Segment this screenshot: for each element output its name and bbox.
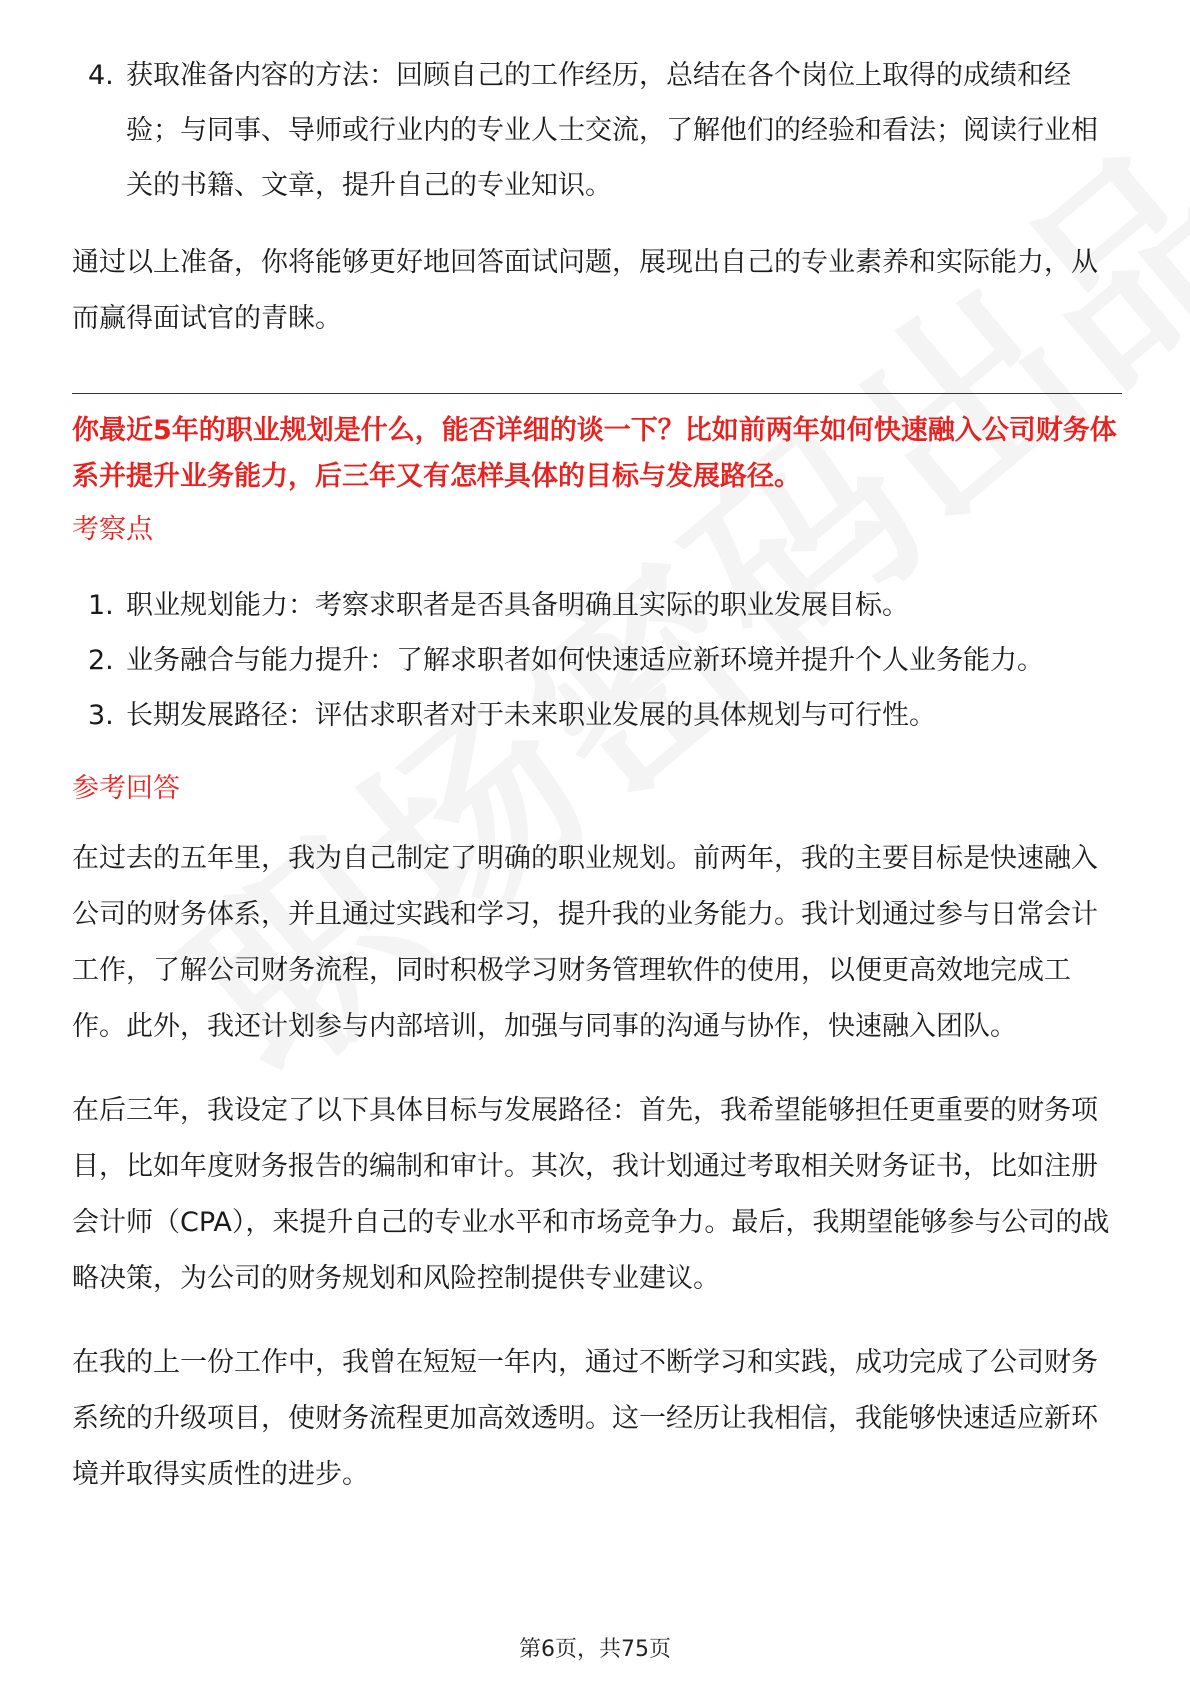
list-text: 业务融合与能力提升：了解求职者如何快速适应新环境并提升个人业务能力。 bbox=[126, 645, 1044, 676]
list-text: 长期发展路径：评估求职者对于未来职业发展的具体规划与可行性。 bbox=[126, 700, 936, 731]
list-text: 职业规划能力：考察求职者是否具备明确且实际的职业发展目标。 bbox=[126, 590, 909, 621]
answer-paragraph: 在过去的五年里，我为自己制定了明确的职业规划。前两年，我的主要目标是快速融入公司的财务体系，并且通过实践和学习，提升我的业务能力。我计划通过参与日常会计工作，了解公司财务流程，同时积极学习财务管理软件的使用，以便更高效地完成工作。此外，我还计划参与内部培训，加强与同事的沟通与协作，快速融入团队。 bbox=[72, 843, 1098, 1042]
list-number: 2. bbox=[88, 645, 114, 676]
list-text: 获取准备内容的方法：回顾自己的工作经历，总结在各个岗位上取得的成绩和经验；与同事、导师或行业内的专业人士交流，了解他们的经验和看法；阅读行业相关的书籍、文章，提升自己的专业知识。 bbox=[126, 60, 1098, 201]
focus-heading: 考察点 bbox=[72, 514, 153, 545]
page-content bbox=[72, 48, 1122, 1503]
summary-paragraph: 通过以上准备，你将能够更好地回答面试问题，展现出自己的专业素养和实际能力，从而赢得面试官的青睐。 bbox=[72, 247, 1098, 334]
list-number: 4. bbox=[88, 60, 114, 91]
list-item bbox=[72, 633, 1122, 688]
list-item bbox=[72, 578, 1122, 633]
answer-paragraph: 在后三年，我设定了以下具体目标与发展路径：首先，我希望能够担任更重要的财务项目，比如年度财务报告的编制和审计。其次，我计划通过考取相关财务证书，比如注册会计师（CPA），来提升自己的专业水平和市场竞争力。最后，我期望能够参与公司的战略决策，为公司的财务规划和风险控制提供专业建议。 bbox=[72, 1095, 1110, 1294]
list-number: 1. bbox=[88, 590, 114, 621]
list-number: 3. bbox=[88, 700, 114, 731]
answer-heading: 参考回答 bbox=[72, 773, 180, 804]
section-divider bbox=[72, 393, 1122, 394]
question-heading: 你最近5年的职业规划是什么，能否详细的谈一下？比如前两年如何快速融入公司财务体系并提升业务能力，后三年又有怎样具体的目标与发展路径。 bbox=[72, 415, 1117, 492]
focus-list bbox=[72, 578, 1122, 743]
list-item bbox=[72, 688, 1122, 743]
list-item bbox=[72, 48, 1122, 213]
page-footer: 第6页，共75页 bbox=[519, 1637, 671, 1662]
answer-paragraph: 在我的上一份工作中，我曾在短短一年内，通过不断学习和实践，成功完成了公司财务系统的升级项目，使财务流程更加高效透明。这一经历让我相信，我能够快速适应新环境并取得实质性的进步。 bbox=[72, 1347, 1098, 1490]
